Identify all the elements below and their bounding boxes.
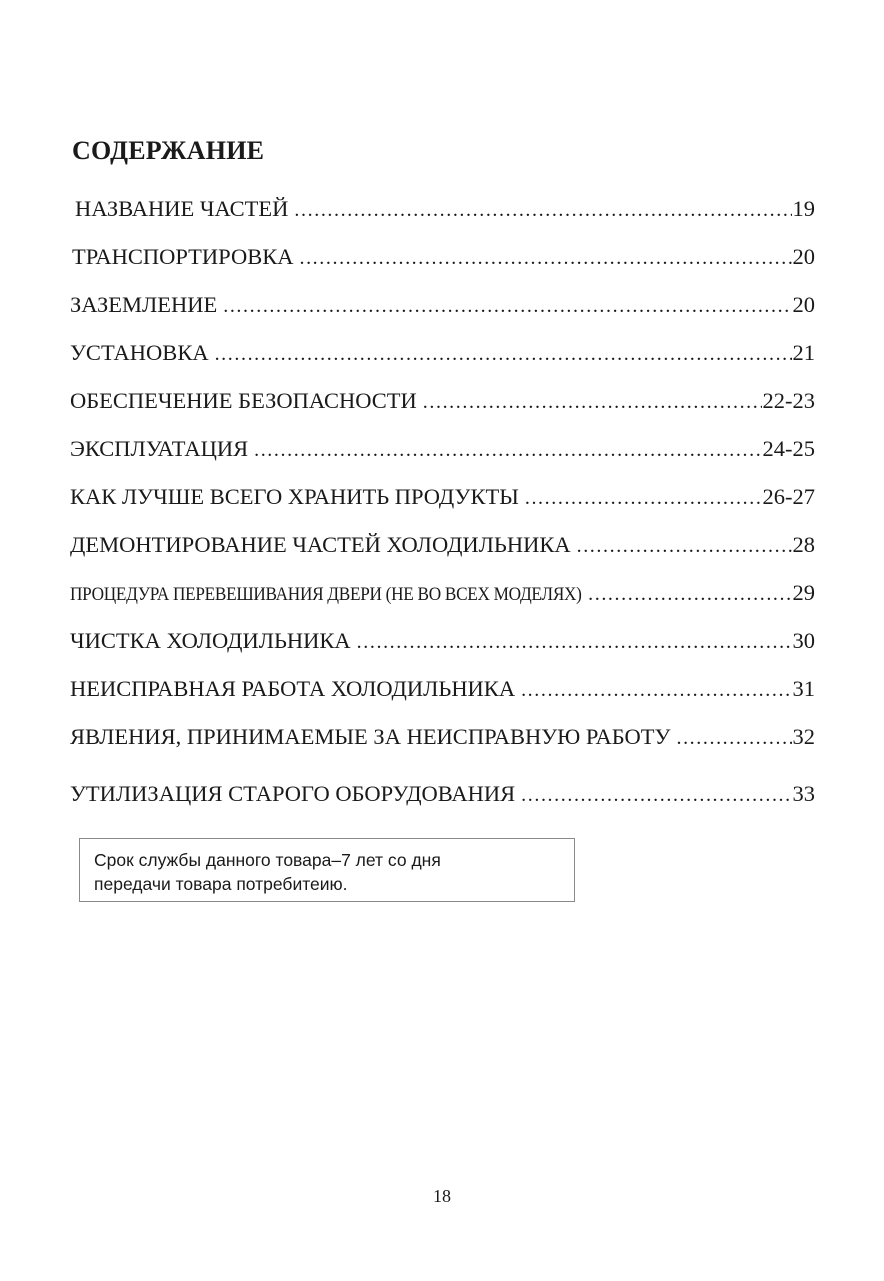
toc-entry-title: УТИЛИЗАЦИЯ СТАРОГО ОБОРУДОВАНИЯ <box>70 781 516 806</box>
toc-entry-title: ЭКСПЛУАТАЦИЯ <box>70 436 249 461</box>
toc-entry-page: 19 <box>792 196 815 221</box>
dot-leader <box>215 340 792 368</box>
toc-entry <box>70 387 815 416</box>
dot-leader <box>299 244 791 272</box>
toc-entry-title: ЗАЗЕМЛЕНИЕ <box>70 292 218 317</box>
toc-entry-title: КАК ЛУЧШЕ ВСЕГО ХРАНИТЬ ПРОДУКТЫ <box>70 484 519 509</box>
dot-leader <box>357 628 792 656</box>
dot-leader <box>676 724 791 752</box>
toc-entry-title: НАЗВАНИЕ ЧАСТЕЙ <box>75 196 289 221</box>
toc-entry-title: ЧИСТКА ХОЛОДИЛЬНИКА <box>70 628 351 653</box>
toc-entry <box>70 780 815 809</box>
toc-entry-page: 20 <box>792 292 815 317</box>
toc-entry <box>70 579 815 609</box>
dot-leader <box>521 781 791 809</box>
dot-leader <box>254 436 761 464</box>
toc-entry <box>72 243 815 272</box>
toc-entry-page: 32 <box>792 724 815 749</box>
toc-entry-title: ОБЕСПЕЧЕНИЕ БЕЗОПАСНОСТИ <box>70 388 417 413</box>
toc-entry <box>75 195 815 224</box>
toc-entry-page: 29 <box>792 580 815 605</box>
toc-entry-title: ПРОЦЕДУРА ПЕРЕВЕШИВАНИЯ ДВЕРИ (НЕ ВО ВСЕХ МОДЕЛЯХ) <box>70 585 582 605</box>
toc-entry <box>70 339 815 368</box>
toc-entry-title: УСТАНОВКА <box>70 340 209 365</box>
toc-entry <box>70 627 815 656</box>
toc-entry-page: 24-25 <box>762 436 815 461</box>
toc-entry-title: ЯВЛЕНИЯ, ПРИНИМАЕМЫЕ ЗА НЕИСПРАВНУЮ РАБОТУ <box>70 724 671 749</box>
toc-entry-page: 31 <box>792 676 815 701</box>
toc-entry <box>70 531 815 560</box>
page-number: 18 <box>433 1186 451 1206</box>
dot-leader <box>521 676 791 704</box>
toc-entry-page: 20 <box>792 244 815 269</box>
dot-leader <box>588 580 791 608</box>
toc-entry-page: 33 <box>792 781 815 806</box>
toc-entry-page: 28 <box>792 532 815 557</box>
dot-leader <box>577 532 792 560</box>
dot-leader <box>223 292 791 320</box>
toc-entry-page: 22-23 <box>762 388 815 413</box>
toc-entry <box>70 723 815 752</box>
toc-entry <box>70 483 815 512</box>
toc-entry <box>70 291 815 320</box>
toc-entry <box>70 435 815 464</box>
dot-leader <box>525 484 762 512</box>
note-line: Срок службы данного товара–7 лет со дня <box>94 850 441 870</box>
toc-entry-page: 21 <box>792 340 815 365</box>
service-life-note <box>79 838 575 902</box>
dot-leader <box>423 388 762 416</box>
page-title: СОДЕРЖАНИЕ <box>72 136 265 165</box>
toc-entry-title: НЕИСПРАВНАЯ РАБОТА ХОЛОДИЛЬНИКА <box>70 676 516 701</box>
toc-entry-title: ДЕМОНТИРОВАНИЕ ЧАСТЕЙ ХОЛОДИЛЬНИКА <box>70 532 571 557</box>
toc-entry <box>70 675 815 704</box>
toc-entry-title: ТРАНСПОРТИРОВКА <box>72 244 294 269</box>
note-line: передачи товара потребитеию. <box>94 874 348 894</box>
toc-entry-page: 30 <box>792 628 815 653</box>
toc-entry-page: 26-27 <box>762 484 815 509</box>
dot-leader <box>294 196 791 224</box>
